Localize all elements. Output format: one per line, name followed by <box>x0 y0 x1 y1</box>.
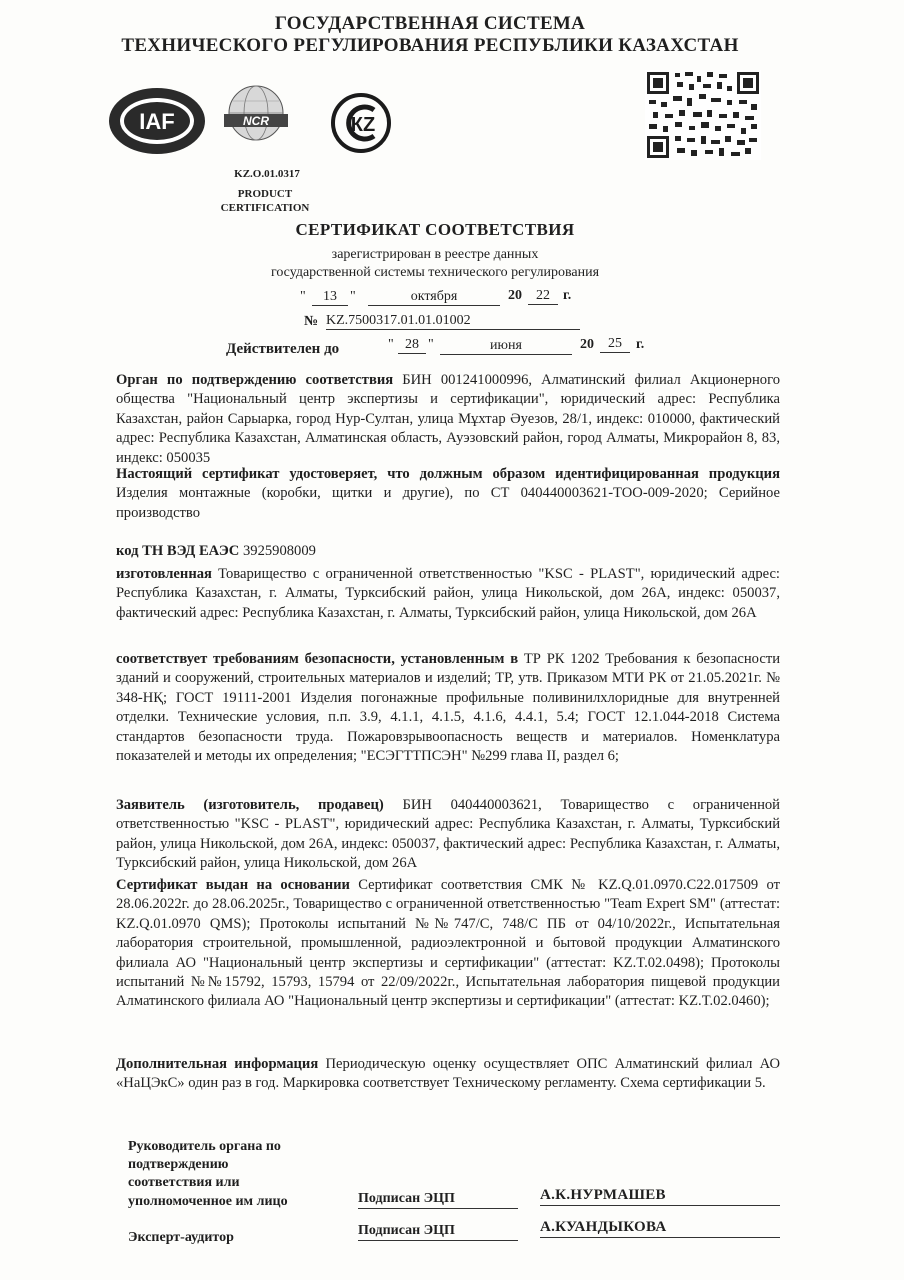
product-section <box>116 465 780 523</box>
reg-year-prefix: 20 <box>508 288 522 303</box>
certificate-number: KZ.7500317.01.01.01002 <box>326 312 580 330</box>
head-signed-ecp: Подписан ЭЦП <box>358 1191 518 1209</box>
reg-month: октября <box>368 288 500 306</box>
product-label-2: CERTIFICATION <box>220 202 310 214</box>
valid-month: июня <box>440 337 572 355</box>
applicant-section <box>116 796 780 874</box>
valid-quote-open: " <box>388 337 394 352</box>
additional-text: Периодическую оценку осуществляет ОПС Алматинский филиал АО «НаЦЭкС» один раз в год. Маркировка соответствует Техническому регламенту. Схема сертификации 5. <box>116 1056 780 1092</box>
reg-year-suffix: 22 <box>528 287 558 305</box>
expert-signed-ecp: Подписан ЭЦП <box>358 1223 518 1241</box>
reg-year-label: г. <box>563 288 572 303</box>
qr-code <box>645 70 761 160</box>
code-text: 3925908009 <box>242 543 316 559</box>
product-label: Настоящий сертификат удостоверяет, что должным образом идентифицированная продукция <box>116 466 780 482</box>
valid-quote-close: " <box>428 337 434 352</box>
iaf-logo <box>107 86 207 156</box>
certificate-title: СЕРТИФИКАТ СООТВЕТСТВИЯ <box>295 220 575 239</box>
basis-label: Сертификат выдан на основании <box>116 877 350 893</box>
organ-label: Орган по подтверждению соответствия <box>116 372 394 388</box>
organ-section <box>116 371 780 468</box>
product-label-1: PRODUCT <box>237 188 293 200</box>
manufacturer-label: изготовленная <box>116 566 212 582</box>
ncr-logo-text: NCR <box>243 114 269 128</box>
header-title-line2: ТЕХНИЧЕСКОГО РЕГУЛИРОВАНИЯ РЕСПУБЛИКИ КАЗАХСТАН <box>121 35 739 56</box>
head-signatory-label-4: уполномоченное им лицо <box>128 1194 288 1209</box>
registered-line-2: государственной системы технического регулирования <box>270 265 600 280</box>
product-text: Изделия монтажные (коробки, щитки и другие), по СТ 040440003621-ТОО-009-2020; Серийное производство <box>116 485 780 521</box>
valid-year-prefix: 20 <box>580 337 594 352</box>
valid-year-suffix: 25 <box>600 335 630 353</box>
code-label: код ТН ВЭД ЕАЭС <box>116 543 240 559</box>
quote-close: " <box>350 289 356 304</box>
head-signatory-label-2: подтверждению <box>128 1157 229 1172</box>
valid-year-label: г. <box>636 337 645 352</box>
manufacturer-section <box>116 565 780 623</box>
quote-open: " <box>300 289 306 304</box>
manufacturer-text: Товарищество с ограниченной ответственностью "KSC - PLAST", юридический адрес: Республика Казахстан, г. Алматы, Турксибский район, улица Никольской, дом 26А, индекс: 050037, фактический адрес: Республика Казахстан, г. Алматы, Турксибский район, улица Никольской, дом 26А <box>116 566 780 621</box>
valid-until-label: Действителен до <box>226 341 340 357</box>
requirements-label: соответствует требованиям безопасности, установленным в <box>116 651 519 667</box>
registered-line-1: зарегистрирован в реестре данных <box>331 247 539 262</box>
organ-text: БИН 001241000996, Алматинский филиал Акционерного общества "Национальный центр экспертизы и сертификации", юридический адрес: Республика Казахстан, район Сарыарка, город Нур-Султан, улица Мұхтар Әуезов, 28/1, индекс: 010000, фактический адрес: Республика Казахстан, Алматинская область, Ауэзовский район, город Алматы, Микрорайон 8, 83, индекс: 050035 <box>116 372 780 466</box>
additional-section <box>116 1055 780 1094</box>
expert-auditor-name: А.КУАНДЫКОВА <box>540 1219 780 1238</box>
kst-logo-text: КZ <box>350 114 376 136</box>
head-signatory-label-3: соответствия или <box>128 1175 240 1190</box>
reg-day: 13 <box>312 288 348 306</box>
ncr-logo <box>220 84 292 146</box>
basis-text: Сертификат соответствия СМК № KZ.Q.01.0970.C22.017509 от 28.06.2022г. до 28.06.2025г., Товарищество с ограниченной ответственностью "Team Expert SM" (аттестат: KZ.Q.01.0970 QMS); Протоколы испытаний №№747/С, 748/С ПБ от 04/10/2022г., Испытательная лаборатория строительной, промышленной, радиоэлектронной и бытовой продукции Алматинского филиала АО "Национальный центр экспертизы и сертификации" (аттестат: KZ.T.02.0498); Протоколы испытаний №№15792, 15793, 15794 от 22/09/2022г., Испытательная лаборатория пищевой продукции Алматинского филиала АО "Национальный центр экспертизы и сертификации" (аттестат: KZ.T.02.0460); <box>116 877 780 1010</box>
head-signatory-name: А.К.НУРМАШЕВ <box>540 1187 780 1206</box>
head-signatory-label-1: Руководитель органа по <box>128 1139 281 1154</box>
iaf-logo-text: IAF <box>139 109 175 134</box>
code-section <box>116 542 780 561</box>
requirements-text: ТР РК 1202 Требования к безопасности зданий и сооружений, строительных материалов и изделий; ТР, утв. Приказом МТИ РК от 21.05.2021г. № 348-НҚ; ГОСТ 19111-2001 Изделия погонажные профильные поливинилхлоридные для внутренней отделки. Технические условия, п.п. 3.9, 4.1.1, 4.1.5, 4.1.6, 4.4.1, 5.4; ГОСТ 12.1.044-2018 Система стандартов безопасности труда. Пожаровзрывоопасность веществ и материалов. Номенклатура показателей и методы их определения; "ЕСЭГТТПСЭН" №299 глава II, раздел 6; <box>116 651 781 765</box>
kst-logo <box>330 92 392 154</box>
basis-section <box>116 876 780 1012</box>
applicant-label: Заявитель (изготовитель, продавец) <box>116 797 384 813</box>
valid-day: 28 <box>398 336 426 354</box>
applicant-text: БИН 040440003621, Товарищество с ограниченной ответственностью "KSC - PLAST", юридический адрес: Республика Казахстан, г. Алматы, Турксибский район, улица Никольской, дом 26А, индекс: 050037, фактический адрес: Республика Казахстан, г. Алматы, Турксибский район, улица Никольской, дом 26А <box>116 797 780 872</box>
number-label: № <box>304 314 319 329</box>
header-title-line1: ГОСУДАРСТВЕННАЯ СИСТЕМА <box>274 13 586 34</box>
requirements-section <box>116 650 780 766</box>
expert-auditor-label: Эксперт-аудитор <box>128 1230 234 1245</box>
additional-label: Дополнительная информация <box>116 1056 319 1072</box>
accreditation-code: KZ.O.01.0317 <box>234 168 300 180</box>
